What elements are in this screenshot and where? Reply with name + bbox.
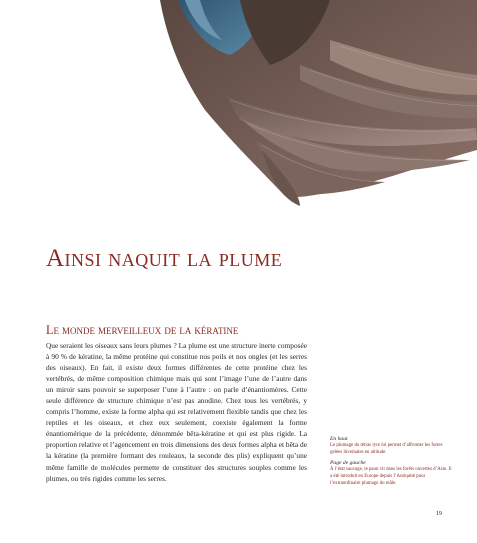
caption-text: À l’état sauvage, le paon vit dans les forêts ouvertes d’Asie. Il a été introduit en Europe depuis l’Antiquité pour l’extraordinaire plumage du mâle. [330,467,452,486]
caption-text: Le plumage du tétras lyre lui permet d’affronter les fortes gelées hivernales en altitude. [330,443,443,455]
page-number: 19 [436,511,442,517]
body-paragraph: Que seraient les oiseaux sans leurs plumes ? La plume est une structure inerte composée à 90 % de kératine, la même protéine qui constitue nos poils et nos ongles (et les serres des oiseaux). En fait, il existe deux formes différentes de cette protéine chez les vertébrés, de même composition chimique mais qui sont l’image l’une de l’autre dans un miroir sans pouvoir se superposer l’une à l’autre : on parle d’énantiomères. Cette seule différence de structure chimique n’est pas anodine. Chez tous les vertébrés, y compris l’homme, existe la forme alpha qui est relativement flexible tandis que chez les reptiles et les oiseaux, et chez eux seulement, coexiste également la forme énantiomérique de la précédente, dénommée bêta-kératine et qui est plus rigide. La proportion relative et l’agencement en trois dimensions des deux formes alpha et bêta de la kératine (la première formant des rouleaux, la seconde des plis) expliquent qu’une même famille de molécules permette de constituer des structures souples comme les plumes, ou très rigides comme les serres. [46,341,307,483]
caption-heading: En haut [330,436,348,442]
chapter-title: Ainsi naquit la plume [46,245,283,272]
photo-captions [330,436,452,492]
body-text [46,340,307,484]
feathers-photo [0,0,477,215]
section-heading: Le monde merveilleux de la kératine [46,323,239,337]
caption-heading: Page de gauche [330,460,366,467]
